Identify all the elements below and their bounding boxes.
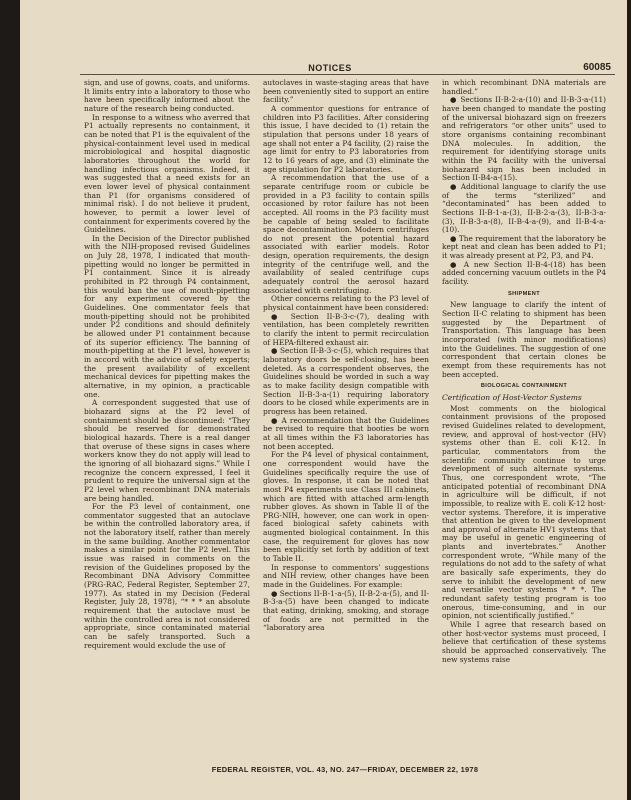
paragraph: In the Decision of the Director published with the NIH-proposed revised Guidelines on July 28, 1978, I indicated that mouth-pipetting would no longer be permitted in P1 containment. Since it is already prohibited in P2 through P4 containment, this would ban the use of mouth-pipetting for any experiment covered by the Guidelines. One commentator feels that mouth-pipetting should not be prohibited under P2 conditions and should definitely be allowed under P1 containment because of its superior efficiency. The banning of mouth-pipetting at the P1 level, however is in accord with the advice of safety experts; the present availability of excellent mechanical devices for pipetting makes the alternative, in my opinion, a practicable one. <box>84 233 250 399</box>
subsection-heading: Certification of Host-Vector Systems <box>442 392 582 402</box>
paragraph: Other concerns relating to the P3 level of physical containment have been considered: <box>263 294 429 313</box>
text-column-1 <box>84 79 250 759</box>
page-footer: FEDERAL REGISTER, VOL. 43, NO. 247—FRIDAY, DECEMBER 22, 1978 <box>211 765 479 774</box>
paragraph: ● Additional language to clarify the use of the terms “sterilized” and “decontaminated” has been added to Sections II-B-1-a-(3), II-B-2-a-(3), II-B-3-a-(3), II-B-3-a-(8), II-B-4-a-(9), and II-B-4-a-(10). <box>442 181 606 235</box>
paragraph: ● Section II-B-3-c-(5), which requires that laboratory doors be self-closing, has been deleted. As a correspondent observes, the Guidelines should be worded in such a way as to make facility design compatible with Section II-B-3-a-(1) requiring laboratory doors to be closed while experiments are in progress has been retained. <box>263 346 429 416</box>
paragraph: ● The requirement that the laboratory be kept neat and clean has been added to P1; it was already present at P2, P3, and P4. <box>442 233 606 261</box>
paragraph: For the P3 level of containment, one commentator suggested that an autoclave be within the controlled laboratory area, if not the laboratory itself, rather than merely in the same building. Another commentator makes a similar point for the P2 level. This issue was raised in comments on the revision of the Guidelines proposed by the Recombinant DNA Advisory Committee (PRG-RAC, Federal Register, September 27, 1977). As stated in my Decision (Federal Register, July 28, 1978), “* * * an absolute requirement that the autoclave must be within the controlled area is not considered appropriate, since contaminated material can be safely transported. Such a requirement would exclude the use of <box>84 502 250 650</box>
paragraph: ● Sections II-B-2-a-(10) and II-B-3-a-(11) have been changed to mandate the posting of the universal biohazard sign on freezers and refrigerators “or other units” used to store organisms containing recombinant DNA molecules. In addition, the requirement for identifying storage units within the P4 facility with the universal biohazard sign has been included in Section II-B4-a-(15). <box>442 95 606 183</box>
paragraph: For the P4 level of physical containment, one correspondent would have the Guidelines specifically require the use of gloves. In response, it can be noted that most P4 experiments use Class III cabinets, which are fitted with attached arm-length rubber gloves. As shown in Table II of the PRG-NIH, however, one can work in open-faced biological safety cabinets with augmented biological containment. In this case, the requirement for gloves has now been explicitly set forth by addition of text to Table II. <box>263 450 429 564</box>
paragraph: ● A recommendation that the Guidelines be revised to require that booties be worn at all times within the F3 laboratories has not been accepted. <box>263 415 429 451</box>
paragraph: A correspondent suggested that use of biohazard signs at the P2 level of containment should be discontinued: “They should be reserved for demonstrated biological hazards. There is a real danger that overuse of these signs in cases where workers know they do not apply will lead to the ignoring of all biohazard signs.” While I recognize the concern expressed, I feel it prudent to require the universal sign at the P2 level when recombinant DNA materials are being handled. <box>84 398 250 503</box>
text-column-3 <box>442 79 606 759</box>
paragraph: New language to clarify the intent of Section II-C relating to shipment has been suggested by the Department of Transportation. This language has been incorporated (with minor modifications) into the Guidelines. The suggestion of one correspondent that certain clones be exempt from these requirements has not been accepted. <box>442 300 606 379</box>
paragraph: in which recombinant DNA materials are handled.” <box>442 79 606 96</box>
page-number: 60085 <box>583 62 611 73</box>
paragraph: While I agree that research based on other host-vector systems must proceed, I believe that certification of these systems should be approached conservatively. The new systems raise <box>442 620 606 664</box>
header-rule <box>80 74 615 75</box>
paragraph: In response to a witness who averred that P1 actually represents no containment, it can be noted that P1 is the equivalent of the physical-containment level used in medical microbiological and hospital diagnostic laboratories throughout the world for handling infectious organisms. Indeed, it was suggested that a need exists for an even lower level of physical containment than P1 (for organisms considered of minimal risk). I do not believe it prudent, however, to permit a lower level of containment for experiments covered by the Guidelines. <box>84 112 250 235</box>
section-heading: SHIPMENT <box>507 290 541 297</box>
document-page <box>20 0 627 800</box>
running-head: NOTICES <box>308 63 352 73</box>
paragraph: autoclaves in waste-staging areas that have been conveniently sited to support an entire facility.” <box>263 79 429 105</box>
paragraph: ● Section II-B-3-c-(7), dealing with ventilation, has been completely rewritten to clarify the intent to permit recirculation of HEPA-filtered exhaust air. <box>263 311 429 347</box>
section-heading: BIOLOGICAL CONTAINMENT <box>480 383 568 390</box>
paragraph: sign, and use of gowns, coats, and uniforms. It limits entry into a laboratory to those who have been specifically informed about the nature of the research being conducted. <box>84 79 250 113</box>
paragraph: Most comments on the biological containment provisions of the proposed revised Guidelines related to development, review, and approval of host-vector (HV) systems other than E. coli K-12. In particular, commentators from the scientific community continue to urge development of such alternate systems. Thus, one correspondent wrote, “The anticipated potential of recombinant DNA in agriculture will be difficult, if not impossible, to realize with E. coli K-12 host-vector systems. Therefore, it is imperative that attention be given to the development and approval of alternate HV1 systems that may be useful in genetic engineering of plants and invertebrates.” Another correspondent wrote, “While many of the regulations do not add to the safety of what are basically safe experiments, they do serve to inhibit the development of new and versatile vector systems * * *. The redundant safety testing program is too onerous, time-consuming, and in our opinion, not scientifically justified.” <box>442 403 606 621</box>
paragraph: ● Sections II-B-1-a-(5), II-B-2-a-(5), and II-B-3-a-(5) have been changed to indicate that eating, drinking, smoking, and storage of foods are not permitted in the “laboratory area <box>263 588 429 633</box>
paragraph: ● A new Section II-B-4-(18) has been added concerning vacuum outlets in the P4 facility. <box>442 259 606 287</box>
text-column-2 <box>263 79 429 759</box>
paragraph: A commentor questions for entrance of children into P3 facilities. After considering this issue, I have decided to (1) retain the stipulation that persons under 18 years of age shall not enter a P4 facility, (2) raise the age limit for entry to P3 laboratories from 12 to 16 years of age, and (3) eliminate the age stipulation for P2 laboratories. <box>263 103 429 174</box>
paragraph: A recommendation that the use of a separate centrifuge room or cubicle be provided in a P3 facility to contain spills occasioned by rotor failure has not been accepted. All rooms in the P3 facility must be capable of being sealed to facilitate space decontamination. Modern centrifuges do not present the potential hazard associated with earlier models. Rotor design, operation requirements, the design integrity of the centrifuge well, and the availability of sealed centrifuge cups adequately control the aerosol hazard associated with centrifuging. <box>263 173 429 295</box>
paragraph: In response to commentors’ suggestions and NIH review, other changes have been made in the Guidelines. For example: <box>263 562 429 590</box>
